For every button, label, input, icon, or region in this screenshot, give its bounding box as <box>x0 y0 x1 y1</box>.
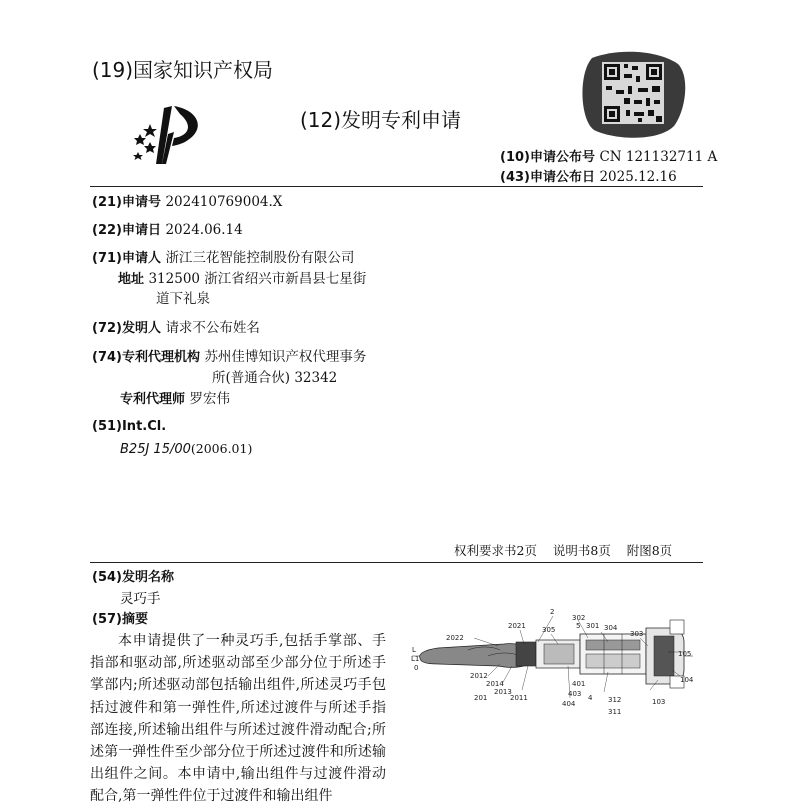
label-L: L <box>412 646 416 654</box>
title-label: (54)发明名称 <box>92 570 174 585</box>
patent-agency <box>92 348 366 367</box>
inventor-value: 请求不公布姓名 <box>165 320 260 336</box>
section-rule <box>90 562 703 563</box>
office-name: (19)国家知识产权局 <box>92 58 274 82</box>
address-line-2: 道下礼泉 <box>156 291 210 307</box>
label-4: 4 <box>588 694 593 702</box>
abstract-figure <box>408 606 706 720</box>
applicant <box>92 249 354 268</box>
publication-number-value: CN 121132711 A <box>599 149 718 165</box>
patent-agency-label: (74)专利代理机构 <box>92 350 200 365</box>
finger-outline <box>420 644 530 668</box>
patent-agency-line-1: 苏州佳博知识产权代理事务 <box>204 349 367 365</box>
label-103: 103 <box>652 698 666 706</box>
label-2: 2 <box>550 608 555 616</box>
document-type: (12)发明专利申请 <box>300 108 462 132</box>
int-cl-code: B25J 15/00 <box>120 442 191 457</box>
drawing-pages: 附图8页 <box>626 543 673 558</box>
label-303: 303 <box>630 630 644 638</box>
application-date-value: 2024.06.14 <box>165 222 243 238</box>
publication-date-label: (43)申请公布日 <box>500 170 595 185</box>
application-number <box>92 193 282 212</box>
publication-date-value: 2025.12.16 <box>599 169 677 185</box>
qr-code <box>578 50 688 140</box>
int-cl-label: (51)Int.Cl. <box>92 419 167 434</box>
address-label: 地址 <box>118 272 145 287</box>
patent-agent-value: 罗宏伟 <box>189 391 230 407</box>
publication-number <box>500 148 717 167</box>
label-304: 304 <box>604 624 618 632</box>
cnipa-logo <box>128 104 208 166</box>
label-2022: 2022 <box>446 634 464 642</box>
label-2013: 2013 <box>494 688 512 696</box>
label-305: 305 <box>542 626 556 634</box>
label-302: 302 <box>572 614 586 622</box>
invention-title: 灵巧手 <box>120 591 161 607</box>
publication-number-label: (10)申请公布号 <box>500 150 595 165</box>
abstract-label: (57)摘要 <box>92 612 148 627</box>
label-401: 401 <box>572 680 586 688</box>
description-pages: 说明书8页 <box>552 543 611 558</box>
applicant-value: 浙江三花智能控制股份有限公司 <box>165 250 355 266</box>
label-403: 403 <box>568 690 582 698</box>
application-number-value: 202410769004.X <box>165 194 283 210</box>
label-2014: 2014 <box>486 680 504 688</box>
abstract-text: 本申请提供了一种灵巧手,包括手掌部、手指部和驱动部,所述驱动部至少部分位于所述手掌部内;所述驱动部包括输出组件,所述灵巧手包括过渡件和第一弹性件,所述过渡件与所述手指部连接,所述输出组件与所述过渡件滑动配合;所述第一弹性件至少部分位于所述过渡件和所述输出组件之间。本申请中,输出组件与过渡件滑动配合,第一弹性件位于过渡件和输出组件 <box>90 633 386 805</box>
inventor <box>92 319 260 338</box>
label-L1: L1 <box>411 655 420 663</box>
int-cl-version: (2006.01) <box>190 441 253 456</box>
label-201: 201 <box>474 694 488 702</box>
label-312: 312 <box>608 696 622 704</box>
applicant-label: (71)申请人 <box>92 251 161 266</box>
inventor-label: (72)发明人 <box>92 321 161 336</box>
label-5: 5 <box>576 622 581 630</box>
label-2012: 2012 <box>470 672 488 680</box>
label-404: 404 <box>562 700 576 708</box>
publication-date <box>500 168 677 187</box>
address <box>118 270 366 289</box>
label-311: 311 <box>608 708 622 716</box>
label-105: 105 <box>678 650 692 658</box>
application-number-label: (21)申请号 <box>92 195 161 210</box>
label-2011: 2011 <box>510 694 528 702</box>
page-counts <box>454 542 672 560</box>
patent-agent-label: 专利代理师 <box>120 392 186 407</box>
label-104: 104 <box>680 676 694 684</box>
address-line-1: 312500 浙江省绍兴市新昌县七星街 <box>148 271 367 287</box>
int-cl-classification <box>120 440 252 459</box>
patent-agent <box>120 390 230 409</box>
header-rule <box>90 186 703 187</box>
joint-block <box>516 642 536 666</box>
claims-pages: 权利要求书2页 <box>454 543 537 558</box>
label-2021: 2021 <box>508 622 526 630</box>
application-date <box>92 221 243 240</box>
patent-agency-line-2: 所(普通合伙) 32342 <box>212 370 338 386</box>
label-0: 0 <box>414 664 419 672</box>
application-date-label: (22)申请日 <box>92 223 161 238</box>
label-301: 301 <box>586 622 600 630</box>
